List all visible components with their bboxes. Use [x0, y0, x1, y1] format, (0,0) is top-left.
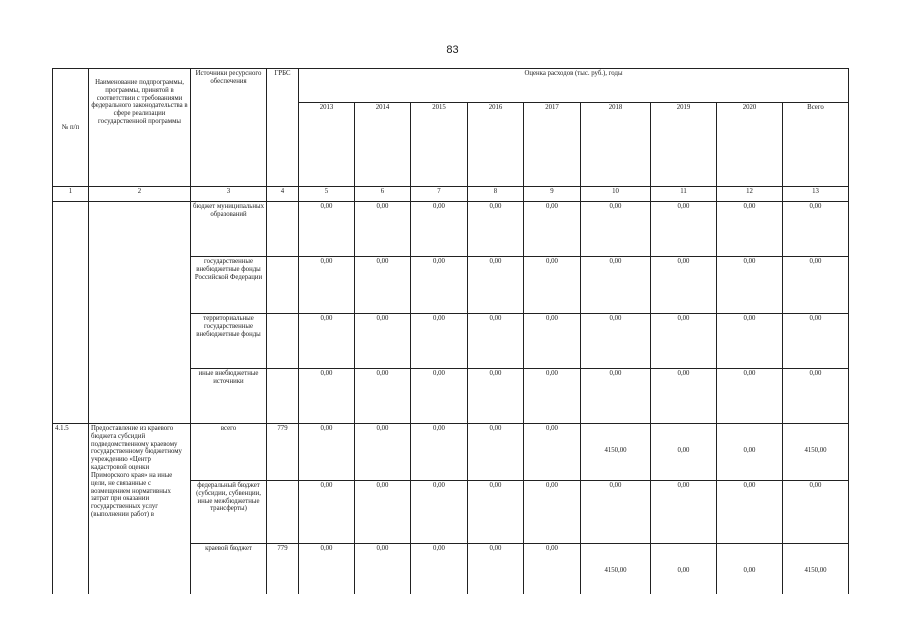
value-cell: 0,00: [651, 257, 717, 314]
value-cell: 0,00: [651, 314, 717, 369]
value-cell: 0,00: [524, 202, 581, 257]
row-grbs: [267, 314, 299, 369]
column-number: 6: [355, 187, 411, 202]
row-source: бюджет муниципальных образований: [191, 202, 267, 257]
value-cell: [651, 544, 717, 595]
header-year-2014: 2014: [355, 103, 411, 187]
header-year-2015: 2015: [411, 103, 468, 187]
column-number: 5: [299, 187, 355, 202]
value-cell: 0,00: [524, 257, 581, 314]
row-num-cell: 4.1.5: [53, 424, 89, 595]
value-cell: 0,00: [581, 369, 651, 424]
table-row: [53, 424, 849, 481]
header-total: Всего: [783, 103, 849, 187]
value-cell: 0,00: [355, 314, 411, 369]
value-cell: 0,00: [783, 257, 849, 314]
column-number: 11: [651, 187, 717, 202]
value-cell: 0,00: [468, 369, 524, 424]
value-cell: 0,00: [651, 202, 717, 257]
value-cell: 0,00: [468, 424, 524, 481]
value-cell: 0,00: [299, 544, 355, 595]
value-cell: 0,00: [411, 369, 468, 424]
row-source: иные внебюджетные источники: [191, 369, 267, 424]
value-cell: 0,00: [717, 314, 783, 369]
header-estimate: Оценка расходов (тыс. руб.), годы: [299, 69, 849, 103]
row-grbs: [267, 257, 299, 314]
header-num: № п/п: [53, 69, 89, 187]
row-source: федеральный бюджет (субсидии, субвенции, иные межбюджетные трансферты): [191, 481, 267, 544]
header-year-2016: 2016: [468, 103, 524, 187]
column-number: 8: [468, 187, 524, 202]
value-cell: 0,00: [524, 314, 581, 369]
header-row-1: [53, 69, 849, 103]
value-text: 0,00: [743, 567, 756, 574]
value-cell: 0,00: [524, 369, 581, 424]
value-cell: 0,00: [468, 481, 524, 544]
value-cell: 0,00: [355, 369, 411, 424]
value-cell: 0,00: [355, 202, 411, 257]
row-source: государственные внебюджетные фонды Российской Федерации: [191, 257, 267, 314]
value-cell: 0,00: [299, 202, 355, 257]
value-cell: 0,00: [411, 424, 468, 481]
page-number: 83: [446, 44, 459, 56]
header-year-2013: 2013: [299, 103, 355, 187]
value-cell: 0,00: [581, 314, 651, 369]
value-cell: [783, 544, 849, 595]
header-year-2018: 2018: [581, 103, 651, 187]
value-cell: 0,00: [299, 369, 355, 424]
column-number: 10: [581, 187, 651, 202]
value-cell: 0,00: [468, 202, 524, 257]
column-number: 3: [191, 187, 267, 202]
value-cell: 0,00: [651, 481, 717, 544]
value-cell: 0,00: [299, 481, 355, 544]
row-grbs: [267, 481, 299, 544]
table-row: [53, 202, 849, 257]
value-cell: 0,00: [581, 202, 651, 257]
value-cell: 0,00: [468, 257, 524, 314]
value-text: 0,00: [677, 447, 690, 454]
value-cell: 0,00: [299, 424, 355, 481]
column-number: 2: [89, 187, 191, 202]
value-cell: 0,00: [524, 544, 581, 595]
value-cell: 0,00: [411, 544, 468, 595]
row-grbs: 779: [267, 424, 299, 481]
value-cell: 0,00: [717, 202, 783, 257]
value-text: 0,00: [743, 447, 756, 454]
expenditure-table: [52, 68, 849, 594]
column-number: 13: [783, 187, 849, 202]
value-cell: 0,00: [651, 369, 717, 424]
value-text: 4150,00: [804, 567, 827, 574]
row-source: территориальные государственные внебюджетные фонды: [191, 314, 267, 369]
row-grbs: [267, 202, 299, 257]
header-year-2020: 2020: [717, 103, 783, 187]
row-name-cell: [89, 202, 191, 424]
value-cell: 0,00: [355, 257, 411, 314]
column-number: 1: [53, 187, 89, 202]
value-cell: 0,00: [581, 257, 651, 314]
column-number-row: [53, 187, 849, 202]
value-cell: [581, 424, 651, 481]
value-cell: 0,00: [355, 544, 411, 595]
header-year-2017: 2017: [524, 103, 581, 187]
value-cell: 0,00: [411, 481, 468, 544]
header-name: Наименование подпрограммы, программы, принятой в соответствии с требованиями федерального законодательства в сфере реализации государственной программы: [89, 69, 191, 187]
value-text: 4150,00: [804, 447, 827, 454]
value-cell: 0,00: [783, 369, 849, 424]
value-cell: 0,00: [299, 314, 355, 369]
value-text: 4150,00: [604, 567, 627, 574]
value-cell: [717, 544, 783, 595]
row-source: краевой бюджет: [191, 544, 267, 595]
value-cell: 0,00: [717, 257, 783, 314]
value-cell: [581, 544, 651, 595]
row-source: всего: [191, 424, 267, 481]
value-cell: 0,00: [524, 424, 581, 481]
value-cell: 0,00: [299, 257, 355, 314]
value-cell: 0,00: [411, 314, 468, 369]
row-grbs: 779: [267, 544, 299, 595]
value-cell: 0,00: [411, 202, 468, 257]
value-cell: [651, 424, 717, 481]
value-text: 4150,00: [604, 447, 627, 454]
row-name-cell: Предоставление из краевого бюджета субсидий подведомственному краевому государственному бюджетному учреждению «Центр кадастровой оценки Приморского края» на иные цели, не связанные с возмещением нормативных затрат при оказании государственных услуг (выполнении работ) в: [89, 424, 191, 595]
header-year-2019: 2019: [651, 103, 717, 187]
value-cell: 0,00: [783, 481, 849, 544]
header-source: Источники ресурсного обеспечения: [191, 69, 267, 187]
value-cell: 0,00: [524, 481, 581, 544]
value-cell: 0,00: [411, 257, 468, 314]
row-num-cell: [53, 202, 89, 424]
value-text: 0,00: [677, 567, 690, 574]
column-number: 9: [524, 187, 581, 202]
value-cell: [783, 424, 849, 481]
value-cell: 0,00: [355, 481, 411, 544]
value-cell: 0,00: [581, 481, 651, 544]
value-cell: 0,00: [783, 314, 849, 369]
value-cell: 0,00: [468, 314, 524, 369]
value-cell: 0,00: [717, 369, 783, 424]
column-number: 12: [717, 187, 783, 202]
value-cell: 0,00: [717, 481, 783, 544]
value-cell: 0,00: [783, 202, 849, 257]
column-number: 4: [267, 187, 299, 202]
value-cell: 0,00: [355, 424, 411, 481]
value-cell: [717, 424, 783, 481]
column-number: 7: [411, 187, 468, 202]
header-grbs: ГРБС: [267, 69, 299, 187]
value-cell: 0,00: [468, 544, 524, 595]
row-grbs: [267, 369, 299, 424]
